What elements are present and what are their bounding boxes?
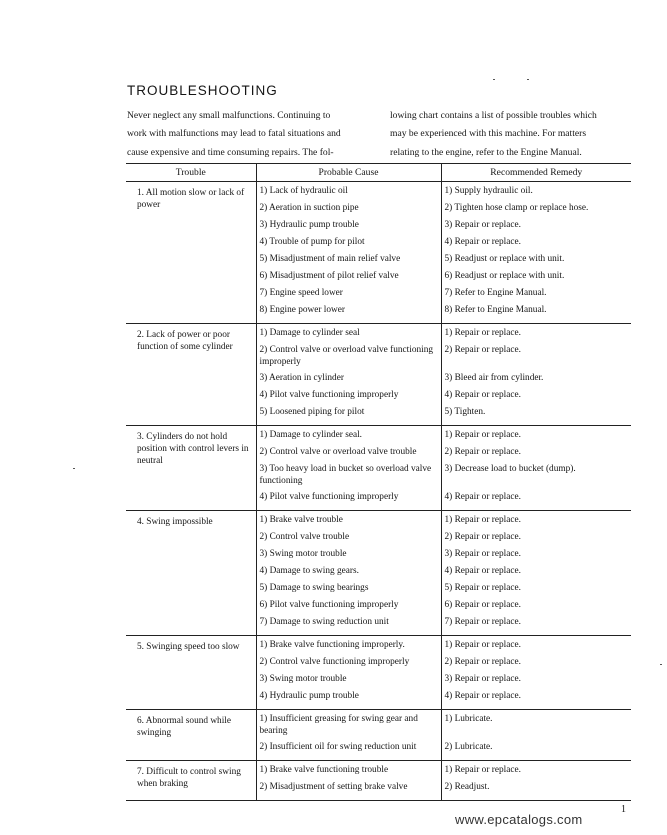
column-header-probable-cause: Probable Cause <box>256 164 441 182</box>
intro-line: lowing chart contains a list of possible troubles which <box>390 110 597 121</box>
remedy-item: 1) Repair or replace. <box>444 640 521 650</box>
table-row <box>126 324 631 426</box>
cause-list <box>257 324 441 425</box>
cause-item: 7) Engine speed lower <box>259 288 343 298</box>
trouble-text: 6. Abnormal sound while swinging <box>137 716 231 738</box>
remedy-item: 6) Readjust or replace with unit. <box>444 271 565 281</box>
remedy-item: 4) Repair or replace. <box>444 390 521 400</box>
remedy-cell <box>441 324 631 426</box>
cause-cell <box>256 182 441 324</box>
remedy-item: 5) Repair or replace. <box>444 583 521 593</box>
page-title: TROUBLESHOOTING <box>127 83 278 99</box>
cause-item: 4) Pilot valve functioning improperly <box>259 492 399 502</box>
table-row <box>126 511 631 636</box>
remedy-item: 2) Repair or replace. <box>444 447 521 457</box>
cause-item: 2) Insufficient oil for swing reduction unit <box>259 742 417 752</box>
page-number: 1 <box>621 804 626 815</box>
trouble-text: 4. Swing impossible <box>137 517 213 527</box>
trouble-text: 5. Swinging speed too slow <box>137 642 240 652</box>
cause-list <box>257 761 441 800</box>
cause-item: 7) Damage to swing reduction unit <box>259 617 389 627</box>
remedy-item: 1) Repair or replace. <box>444 430 521 440</box>
trouble-cell <box>126 182 256 324</box>
trouble-cell <box>126 426 256 511</box>
cause-item: 3) Hydraulic pump trouble <box>259 220 359 230</box>
cause-item: 1) Brake valve functioning improperly. <box>259 640 405 650</box>
cause-item: 6) Pilot valve functioning improperly <box>259 600 399 610</box>
remedy-item: 6) Repair or replace. <box>444 600 521 610</box>
cause-list <box>257 636 441 709</box>
scan-speck <box>73 468 75 469</box>
remedy-item: 5) Readjust or replace with unit. <box>444 254 565 264</box>
remedy-item: 3) Bleed air from cylinder. <box>444 373 544 383</box>
remedy-item: 3) Repair or replace. <box>444 220 521 230</box>
table-row <box>126 182 631 324</box>
remedy-item: 1) Repair or replace. <box>444 328 521 338</box>
remedy-item: 1) Supply hydraulic oil. <box>444 186 533 196</box>
cause-item: 3) Too heavy load in bucket so overload valve functioning <box>259 464 432 486</box>
remedy-item: 5) Tighten. <box>444 407 486 417</box>
scan-speck <box>527 79 529 80</box>
cause-list <box>257 511 441 635</box>
cause-cell <box>256 426 441 511</box>
remedy-item: 8) Refer to Engine Manual. <box>444 305 547 315</box>
trouble-text: 7. Difficult to control swing when braking <box>137 767 241 789</box>
intro-paragraph-right <box>390 107 640 162</box>
cause-item: 5) Damage to swing bearings <box>259 583 369 593</box>
cause-cell <box>256 511 441 636</box>
cause-item: 6) Misadjustment of pilot relief valve <box>259 271 399 281</box>
remedy-cell <box>441 636 631 710</box>
table-row <box>126 761 631 801</box>
remedy-item: 2) Repair or replace. <box>444 532 521 542</box>
trouble-cell <box>126 710 256 761</box>
remedy-item: 2) Repair or replace. <box>444 657 521 667</box>
scan-speck <box>660 664 662 665</box>
cause-item: 5) Misadjustment of main relief valve <box>259 254 401 264</box>
remedy-item: 4) Repair or replace. <box>444 566 521 576</box>
trouble-text: 3. Cylinders do not hold position with control levers in neutral <box>137 432 249 466</box>
remedy-list <box>442 426 632 510</box>
remedy-item: 2) Tighten hose clamp or replace hose. <box>444 203 589 213</box>
cause-item: 4) Damage to swing gears. <box>259 566 359 576</box>
intro-line: cause expensive and time consuming repairs. The fol- <box>127 146 334 158</box>
cause-item: 3) Swing motor trouble <box>259 674 347 684</box>
trouble-cell <box>126 324 256 426</box>
trouble-text: 1. All motion slow or lack of power <box>137 188 245 210</box>
table-row <box>126 426 631 511</box>
cause-item: 2) Control valve functioning improperly <box>259 657 410 667</box>
trouble-cell <box>126 761 256 801</box>
remedy-item: 1) Repair or replace. <box>444 515 521 525</box>
cause-cell <box>256 324 441 426</box>
table-row <box>126 710 631 761</box>
cause-item: 3) Swing motor trouble <box>259 549 347 559</box>
cause-item: 2) Control valve or overload valve trouble <box>259 447 417 457</box>
cause-cell <box>256 710 441 761</box>
cause-item: 4) Pilot valve functioning improperly <box>259 390 399 400</box>
remedy-cell <box>441 426 631 511</box>
remedy-cell <box>441 511 631 636</box>
watermark-text: www.epcatalogs.com <box>455 812 583 827</box>
troubleshooting-table <box>126 163 631 801</box>
trouble-cell <box>126 511 256 636</box>
column-header-trouble: Trouble <box>126 164 256 182</box>
cause-item: 1) Brake valve trouble <box>259 515 343 525</box>
cause-item: 2) Misadjustment of setting brake valve <box>259 782 408 792</box>
remedy-item: 1) Repair or replace. <box>444 765 521 775</box>
column-header-recommended-remedy: Recommended Remedy <box>441 164 631 182</box>
remedy-item: 2) Repair or replace. <box>444 345 521 355</box>
remedy-item: 3) Repair or replace. <box>444 674 521 684</box>
remedy-list <box>442 182 632 323</box>
remedy-list <box>442 511 632 635</box>
table-row <box>126 636 631 710</box>
cause-cell <box>256 761 441 801</box>
cause-list <box>257 426 441 510</box>
remedy-item: 4) Repair or replace. <box>444 691 521 701</box>
remedy-list <box>442 710 632 760</box>
cause-list <box>257 182 441 323</box>
cause-item: 4) Trouble of pump for pilot <box>259 237 365 247</box>
intro-paragraph-left <box>127 107 372 162</box>
cause-item: 1) Damage to cylinder seal. <box>259 430 362 440</box>
table-header-row <box>126 164 631 182</box>
remedy-item: 4) Repair or replace. <box>444 492 521 502</box>
remedy-item: 2) Lubricate. <box>444 742 493 752</box>
remedy-item: 2) Readjust. <box>444 782 490 792</box>
remedy-item: 3) Decrease load to bucket (dump). <box>444 464 576 474</box>
remedy-item: 7) Refer to Engine Manual. <box>444 288 547 298</box>
remedy-item: 4) Repair or replace. <box>444 237 521 247</box>
cause-item: 8) Engine power lower <box>259 305 345 315</box>
intro-line: work with malfunctions may lead to fatal situations and <box>127 128 341 140</box>
trouble-text: 2. Lack of power or poor function of some cylinder <box>137 330 233 352</box>
cause-item: 2) Control valve or overload valve functioning improperly <box>259 345 433 367</box>
cause-item: 1) Insufficient greasing for swing gear and bearing <box>259 714 418 736</box>
intro-line: may be experienced with this machine. For matters <box>390 128 587 140</box>
cause-cell <box>256 636 441 710</box>
cause-item: 1) Lack of hydraulic oil <box>259 186 348 196</box>
remedy-cell <box>441 761 631 801</box>
cause-item: 2) Control valve trouble <box>259 532 350 542</box>
remedy-list <box>442 636 632 709</box>
cause-list <box>257 710 441 760</box>
remedy-list <box>442 324 632 425</box>
trouble-cell <box>126 636 256 710</box>
cause-item: 3) Aeration in cylinder <box>259 373 344 383</box>
intro-line: relating to the engine, refer to the Engine Manual. <box>390 146 582 158</box>
cause-item: 2) Aeration in suction pipe <box>259 203 359 213</box>
cause-item: 1) Damage to cylinder seal <box>259 328 360 338</box>
scan-speck <box>493 79 495 80</box>
remedy-item: 1) Lubricate. <box>444 714 493 724</box>
cause-item: 1) Brake valve functioning trouble <box>259 765 389 775</box>
remedy-cell <box>441 710 631 761</box>
remedy-list <box>442 761 632 800</box>
remedy-cell <box>441 182 631 324</box>
table-body <box>126 182 631 801</box>
cause-item: 4) Hydraulic pump trouble <box>259 691 359 701</box>
remedy-item: 7) Repair or replace. <box>444 617 521 627</box>
remedy-item: 3) Repair or replace. <box>444 549 521 559</box>
intro-line: Never neglect any small malfunctions. Continuing to <box>127 110 331 121</box>
cause-item: 5) Loosened piping for pilot <box>259 407 365 417</box>
